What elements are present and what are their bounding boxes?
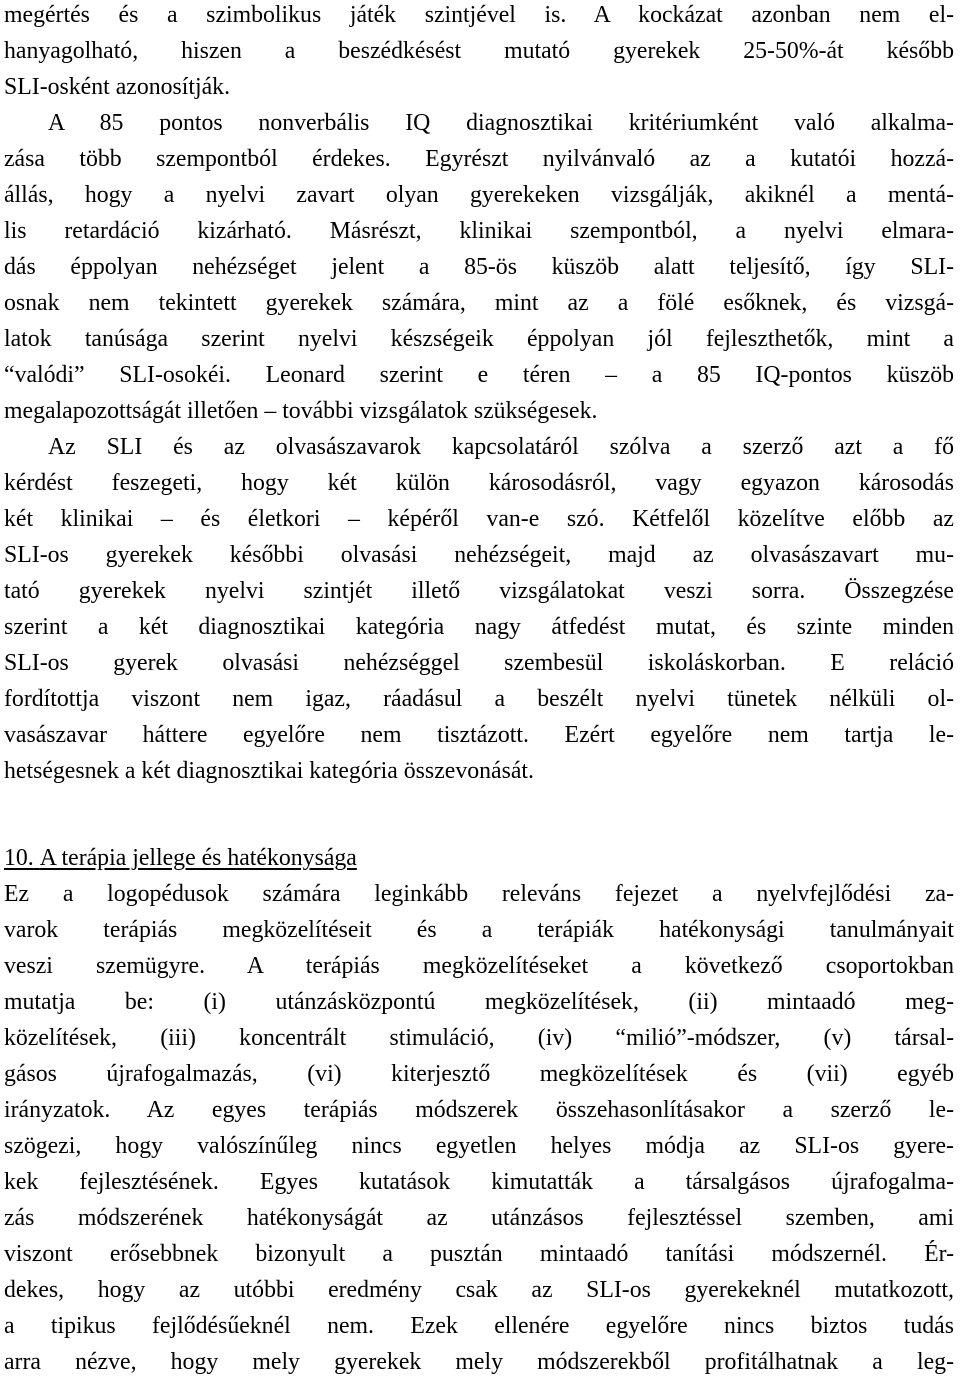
text-line: dás éppolyan nehézséget jelent a 85-ös küszöb alatt teljesítő, így SLI- (4, 254, 954, 280)
text-line: hanyagolható, hiszen a beszédkésést mutató gyerekek 25-50%-át később (4, 38, 954, 64)
text-line: szerint a két diagnosztikai kategória nagy átfedést mutat, és szinte minden (4, 614, 954, 640)
text-line: megalapozottságát illetően – további vizsgálatok szükségesek. (4, 398, 598, 424)
text-line: megértés és a szimbolikus játék szintjével is. A kockázat azonban nem el- (4, 2, 954, 28)
text-line: a tipikus fejlődésűeknél nem. Ezek ellenére egyelőre nincs biztos tudás (4, 1313, 954, 1339)
text-line: SLI-os gyerek olvasási nehézséggel szembesül iskoláskorban. E reláció (4, 650, 954, 676)
text-line: állás, hogy a nyelvi zavart olyan gyerekeken vizsgálják, akiknél a mentá- (4, 182, 954, 208)
text-line: veszi szemügyre. A terápiás megközelítéseket a következő csoportokban (4, 953, 954, 979)
text-line: szögezi, hogy valószínűleg nincs egyetlen helyes módja az SLI-os gyere- (4, 1133, 954, 1159)
text-line: viszont erősebbnek bizonyult a pusztán mintaadó tanítási módszernél. Ér- (4, 1241, 954, 1267)
text-line: gásos újrafogalmazás, (vi) kiterjesztő megközelítések és (vii) egyéb (4, 1061, 954, 1087)
text-line: osnak nem tekintett gyerekek számára, mint az a fölé esőknek, és vizsgá- (4, 290, 954, 316)
text-line: kérdést feszegeti, hogy két külön károsodásról, vagy egyazon károsodás (4, 470, 954, 496)
text-line: A 85 pontos nonverbális IQ diagnosztikai kritériumként való alkalma- (48, 110, 954, 136)
text-line: SLI-osként azonosítják. (4, 74, 231, 100)
section-heading (4, 840, 357, 876)
text-line: irányzatok. Az egyes terápiás módszerek összehasonlításakor a szerző le- (4, 1097, 954, 1123)
text-line: dekes, hogy az utóbbi eredmény csak az SLI-os gyerekeknél mutatkozott, (4, 1277, 954, 1303)
text-line: SLI-os gyerekek későbbi olvasási nehézségeit, majd az olvasászavart mu- (4, 542, 954, 568)
text-line: tató gyerekek nyelvi szintjét illető vizsgálatokat veszi sorra. Összegzése (4, 578, 954, 604)
text-line: zás módszerének hatékonyságát az utánzásos fejlesztéssel szemben, ami (4, 1205, 954, 1231)
text-line: Az SLI és az olvasászavarok kapcsolatáról szólva a szerző azt a fő (48, 434, 954, 460)
text-line: Ez a logopédusok számára leginkább releváns fejezet a nyelvfejlődési za- (4, 881, 954, 907)
text-line: latok tanúsága szerint nyelvi készségeik éppolyan jól fejleszthetők, mint a (4, 326, 954, 352)
text-line: mutatja be: (i) utánzásközpontú megközelítések, (ii) mintaadó meg- (4, 989, 954, 1015)
text-line: fordítottja viszont nem igaz, ráadásul a beszélt nyelvi tünetek nélküli ol- (4, 686, 954, 712)
section-number: 10. (4, 845, 34, 871)
text-line: hetségesnek a két diagnosztikai kategória összevonását. (4, 758, 534, 784)
text-line: lis retardáció kizárható. Másrészt, klinikai szempontból, a nyelvi elmara- (4, 218, 954, 244)
text-line: arra nézve, hogy mely gyerekek mely módszerekből profitálhatnak a leg- (4, 1349, 954, 1375)
section-title: A terápia jellege és hatékonysága (39, 845, 357, 871)
text-line: “valódi” SLI-osokéi. Leonard szerint e téren – a 85 IQ-pontos küszöb (4, 362, 954, 388)
text-line: vasászavar háttere egyelőre nem tisztázott. Ezért egyelőre nem tartja le- (4, 722, 954, 748)
text-line: közelítések, (iii) koncentrált stimuláció, (iv) “milió”-módszer, (v) társal- (4, 1025, 954, 1051)
text-line: varok terápiás megközelítéseit és a terápiák hatékonysági tanulmányait (4, 917, 954, 943)
text-line: kek fejlesztésének. Egyes kutatások kimutatták a társalgásos újrafogalma- (4, 1169, 954, 1195)
text-line: két klinikai – és életkori – képéről van-e szó. Kétfelől közelítve előbb az (4, 506, 954, 532)
text-line: zása több szempontból érdekes. Egyrészt nyilvánvaló az a kutatói hozzá- (4, 146, 954, 172)
